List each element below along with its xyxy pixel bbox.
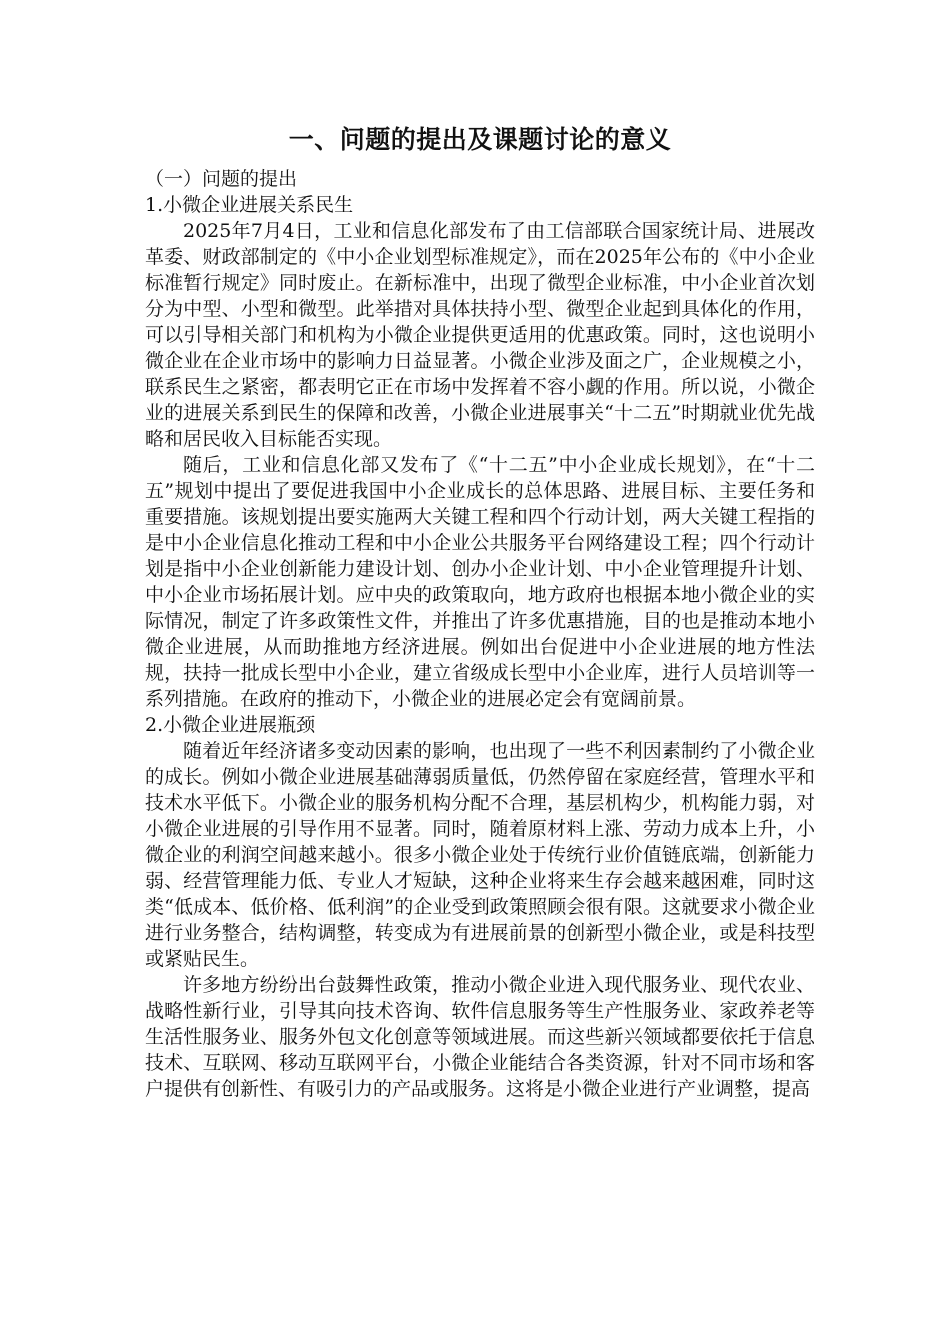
section-heading: （一）问题的提出	[145, 168, 298, 190]
subsection-heading-2: 2.小微企业进展瓶颈	[145, 714, 316, 736]
paragraph-1: 2025年7月4日，工业和信息化部发布了由工信部联合国家统计局、进展改革委、财政部制定的《中小企业划型标准规定》，而在2025年公布的《中小企业标准暂行规定》同时废止。在新标准中，出现了微型企业标准，中小企业首次划分为中型、小型和微型。此举措对具体扶持小型、微型企业起到具体化的作用，可以引导相关部门和机构为小微企业提供更适用的优惠政策。同时，这也说明小微企业在企业市场中的影响力日益显著。小微企业涉及面之广，企业规模之小，联系民生之紧密，都表明它正在市场中发挥着不容小觑的作用。所以说，小微企业的进展关系到民生的保障和改善，小微企业进展事关“十二五”时期就业优先战略和居民收入目标能否实现。	[145, 220, 815, 450]
page-title: 一、问题的提出及课题讨论的意义	[288, 125, 672, 154]
document-body	[145, 120, 815, 1102]
subsection-heading-1: 1.小微企业进展关系民生	[145, 194, 354, 216]
paragraph-2: 随后，工业和信息化部又发布了《“十二五”中小企业成长规划》，在“十二五”规划中提出了要促进我国中小企业成长的总体思路、进展目标、主要任务和重要措施。该规划提出要实施两大关键工程和四个行动计划，两大关键工程指的是中小企业信息化推动工程和中小企业公共服务平台网络建设工程；四个行动计划是指中小企业创新能力建设计划、创办小企业计划、中小企业管理提升计划、中小企业市场拓展计划。应中央的政策取向，地方政府也根据本地小微企业的实际情况，制定了许多政策性文件，并推出了许多优惠措施，目的也是推动本地小微企业进展，从而助推地方经济进展。例如出台促进中小企业进展的地方性法规，扶持一批成长型中小企业，建立省级成长型中小企业库，进行人员培训等一系列措施。在政府的推动下，小微企业的进展必定会有宽阔前景。	[145, 454, 815, 710]
paragraph-4: 许多地方纷纷出台鼓舞性政策，推动小微企业进入现代服务业、现代农业、战略性新行业，引导其向技术咨询、软件信息服务等生产性服务业、家政养老等生活性服务业、服务外包文化创意等领域进展。而这些新兴领域都要依托于信息技术、互联网、移动互联网平台，小微企业能结合各类资源，针对不同市场和客户提供有创新性、有吸引力的产品或服务。这将是小微企业进行产业调整，提高	[145, 974, 815, 1100]
paragraph-3: 随着近年经济诸多变动因素的影响，也出现了一些不利因素制约了小微企业的成长。例如小微企业进展基础薄弱质量低，仍然停留在家庭经营，管理水平和技术水平低下。小微企业的服务机构分配不合理，基层机构少，机构能力弱，对小微企业进展的引导作用不显著。同时，随着原材料上涨、劳动力成本上升，小微企业的利润空间越来越小。很多小微企业处于传统行业价值链底端，创新能力弱、经营管理能力低、专业人才短缺，这种企业将来生存会越来越困难，同时这类“低成本、低价格、低利润”的企业受到政策照顾会很有限。这就要求小微企业进行业务整合，结构调整，转变成为有进展前景的创新型小微企业，或是科技型或紧贴民生。	[145, 740, 815, 970]
